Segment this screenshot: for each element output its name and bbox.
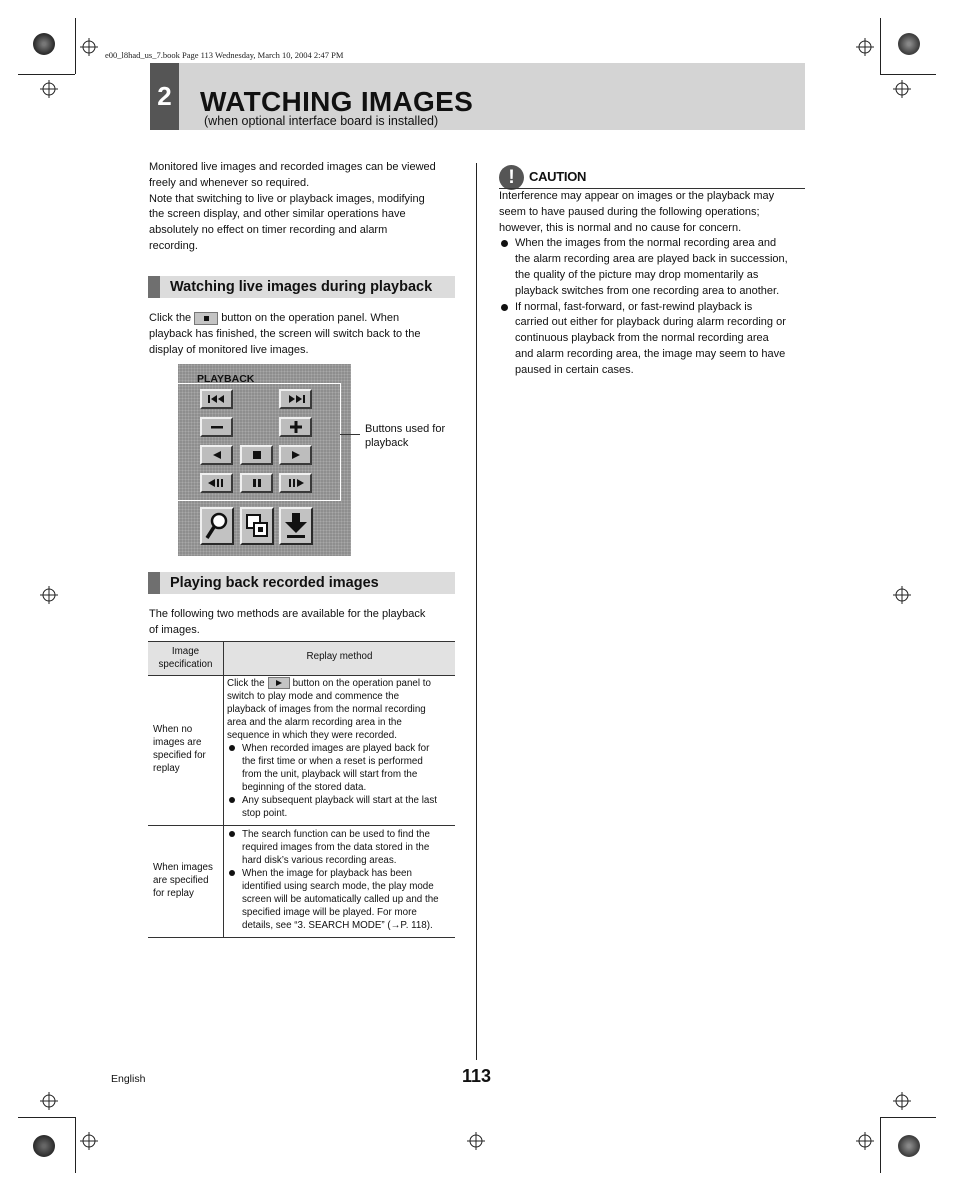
text-line: carried out either for playback during alarm recording or <box>515 316 786 329</box>
text-line: Buttons used for <box>365 423 446 435</box>
stop-button[interactable] <box>240 445 273 465</box>
magnifier-icon <box>204 511 230 541</box>
crop-mark <box>880 1117 881 1173</box>
text-line: When the image for playback has been <box>242 868 412 879</box>
bullet-item <box>227 867 455 932</box>
chapter-number-tab: 2 <box>150 63 179 130</box>
frame-back-icon <box>206 478 228 488</box>
color-target-icon <box>33 33 55 55</box>
crop-mark <box>880 1117 936 1118</box>
pause-button[interactable] <box>240 473 273 493</box>
registration-mark-icon <box>893 80 911 98</box>
text-line: images are <box>153 737 202 748</box>
text-line: absolutely no effect on timer recording and alarm <box>149 224 388 237</box>
text-line: specified for <box>153 750 206 761</box>
bullet-item <box>227 828 455 867</box>
callout-label <box>365 422 445 450</box>
text-line: seem to have paused during the following operations; <box>499 205 760 218</box>
text-line: switch to play mode and commence the <box>227 691 400 702</box>
registration-mark-icon <box>40 586 58 604</box>
play-button[interactable] <box>279 445 312 465</box>
text-line: specification <box>158 659 213 670</box>
text-line: recording. <box>149 239 198 252</box>
table-header-method: Replay method <box>306 651 373 662</box>
text-line: playback <box>365 437 409 449</box>
text-line: of images. <box>149 623 200 636</box>
page-title: WATCHING IMAGES <box>200 86 474 117</box>
registration-mark-icon <box>40 80 58 98</box>
text-line: are specified <box>153 875 209 886</box>
caution-body <box>499 189 809 379</box>
text-line: playback of images from the normal recording <box>227 704 426 715</box>
caution-label: CAUTION <box>529 169 587 184</box>
text-line: hard disk’s various recording areas. <box>242 855 397 866</box>
bullet-item <box>227 794 455 820</box>
play-button-icon <box>268 677 290 689</box>
bullet-item <box>227 742 455 794</box>
plus-button[interactable] <box>279 417 312 437</box>
registration-mark-icon <box>467 1132 485 1150</box>
exclamation-icon: ! <box>499 165 524 190</box>
registration-mark-icon <box>856 1132 874 1150</box>
text-line: The following two methods are available for the playback <box>149 608 426 620</box>
registration-mark-icon <box>40 1092 58 1110</box>
table-row-1-method <box>227 677 455 820</box>
skip-forward-icon <box>285 394 307 404</box>
stop-button-icon <box>194 312 218 325</box>
table-row-2-spec <box>153 861 221 900</box>
text-line <box>149 311 459 327</box>
text-line: stop point. <box>242 808 288 819</box>
text-line: area and the alarm recording area in the <box>227 717 402 728</box>
color-target-icon <box>33 1135 55 1157</box>
heading-bar <box>148 276 160 298</box>
text-line: display of monitored live images. <box>149 343 309 356</box>
text-line: When no <box>153 724 193 735</box>
text-line: Any subsequent playback will start at the last <box>242 795 437 806</box>
table-row-divider <box>148 825 455 826</box>
crop-mark <box>18 1117 75 1118</box>
crop-mark <box>75 1117 76 1173</box>
text-line: Interference may appear on images or the playback may <box>499 190 775 202</box>
text-line: the alarm recording area are played back in succession, <box>515 253 788 266</box>
bullet-item <box>499 300 809 379</box>
skip-back-icon <box>206 394 228 404</box>
text-line: for replay <box>153 888 194 899</box>
download-button[interactable] <box>279 507 313 545</box>
table-row-2-method <box>227 828 455 932</box>
intro-paragraph <box>149 160 459 255</box>
crop-mark <box>18 74 75 75</box>
pause-icon <box>251 478 263 488</box>
section1-paragraph <box>149 311 459 358</box>
table-row-1-spec <box>153 723 221 775</box>
copy-button[interactable] <box>240 507 274 545</box>
section-heading-recorded-playback <box>148 572 455 594</box>
section-heading-text: Playing back recorded images <box>170 575 379 591</box>
text-line: freely and whenever so required. <box>149 176 310 189</box>
print-metadata: e00_l8had_us_7.book Page 113 Wednesday, March 10, 2004 2:47 PM <box>105 50 344 60</box>
text-line: sequence in which they were recorded. <box>227 730 397 741</box>
registration-mark-icon <box>893 586 911 604</box>
text-line: and alarm recording area, the image may seem to have <box>515 347 786 360</box>
bullet-item <box>499 236 809 299</box>
table-bottom-rule <box>148 937 455 938</box>
text-line: however, this is normal and no cause for concern. <box>499 221 742 234</box>
text-line: The search function can be used to find the <box>242 829 430 840</box>
text-line: from the unit, playback will start from the <box>242 769 418 780</box>
stop-icon <box>252 450 262 460</box>
skip-forward-button[interactable] <box>279 389 312 409</box>
text-line <box>227 677 455 690</box>
reverse-play-icon <box>210 450 224 460</box>
plus-icon <box>289 420 303 434</box>
text-line: required images from the data stored in the <box>242 842 430 853</box>
text-line: playback switches from one recording area to another. <box>515 284 780 297</box>
callout-leader-line <box>340 434 360 435</box>
text-line: identified using search mode, the play mode <box>242 881 434 892</box>
page-subtitle: (when optional interface board is installed) <box>204 114 439 128</box>
text-line: beginning of the stored data. <box>242 782 367 793</box>
table-header-spec <box>148 645 223 671</box>
color-target-icon <box>898 1135 920 1157</box>
color-target-icon <box>898 33 920 55</box>
text-line: When the images from the normal recording area and <box>515 237 777 250</box>
text-line: When recorded images are played back for <box>242 743 430 754</box>
text-line: Note that switching to live or playback images, modifying <box>149 192 425 205</box>
minus-button[interactable] <box>200 417 233 437</box>
text-line: the first time or when a reset is performed <box>242 756 423 767</box>
text-fragment: button on the operation panel to <box>292 678 431 689</box>
panel-title: PLAYBACK <box>197 373 255 385</box>
minus-icon <box>210 422 224 432</box>
text-line: Image <box>171 646 200 657</box>
text-line: the quality of the picture may drop momentarily as <box>515 268 759 281</box>
text-line: details, see “3. SEARCH MODE” (→P. 118). <box>242 920 433 931</box>
text-fragment: Click the <box>149 312 192 324</box>
download-arrow-icon <box>283 511 309 541</box>
frame-forward-button[interactable] <box>279 473 312 493</box>
text-line: paused in certain cases. <box>515 363 634 376</box>
text-line: screen will be automatically called up and the <box>242 894 439 905</box>
text-line: replay <box>153 763 180 774</box>
footer-language: English <box>111 1073 146 1085</box>
registration-mark-icon <box>893 1092 911 1110</box>
page-number: 113 <box>462 1066 492 1086</box>
frame-back-button[interactable] <box>200 473 233 493</box>
section-heading-text: Watching live images during playback <box>170 279 433 295</box>
text-line: specified image will be played. For more <box>242 907 417 918</box>
reverse-play-button[interactable] <box>200 445 233 465</box>
text-line: the screen display, and other similar operations have <box>149 208 406 221</box>
frame-forward-icon <box>285 478 307 488</box>
registration-mark-icon <box>80 1132 98 1150</box>
search-button[interactable] <box>200 507 234 545</box>
skip-back-button[interactable] <box>200 389 233 409</box>
table-column-divider <box>223 642 224 938</box>
crop-mark <box>880 18 881 74</box>
text-line: If normal, fast-forward, or fast-rewind playback is <box>515 300 753 313</box>
registration-mark-icon <box>856 38 874 56</box>
crop-mark <box>75 18 76 74</box>
section-heading-live-playback <box>148 276 455 298</box>
play-icon <box>289 450 303 460</box>
crop-mark <box>880 74 936 75</box>
copy-icon <box>244 511 270 541</box>
text-line: playback has finished, the screen will switch back to the <box>149 327 421 340</box>
text-line: When images <box>153 862 213 873</box>
section2-paragraph <box>149 607 459 639</box>
text-fragment: Click the <box>227 678 265 689</box>
text-line: Monitored live images and recorded images can be viewed <box>149 161 436 173</box>
column-divider <box>476 163 477 1060</box>
heading-bar <box>148 572 160 594</box>
text-line: continuous playback from the normal recording area <box>515 332 769 345</box>
text-fragment: button on the operation panel. When <box>221 312 400 324</box>
registration-mark-icon <box>80 38 98 56</box>
